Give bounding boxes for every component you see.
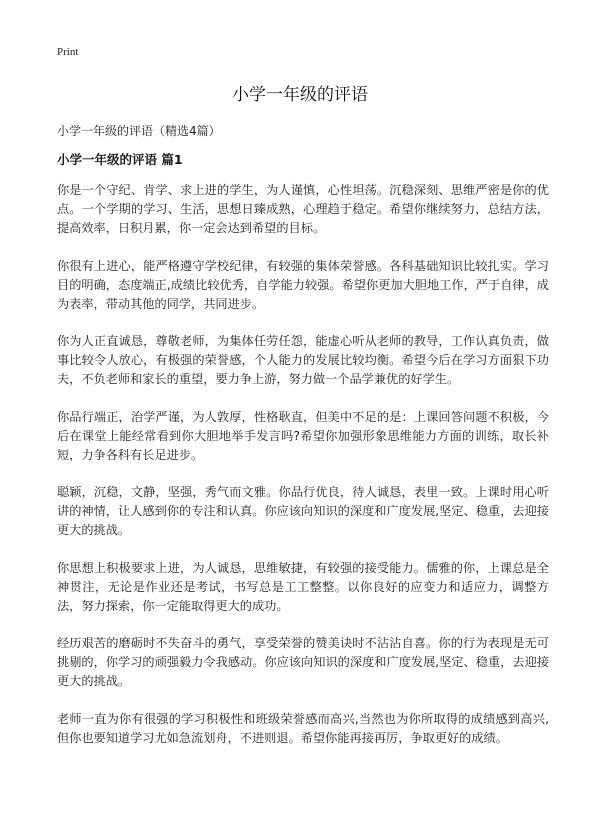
document-subtitle: 小学一年级的评语（精选4篇） bbox=[57, 124, 221, 138]
section-heading: 小学一年级的评语 篇1 bbox=[57, 152, 183, 167]
paragraph-1: 你是一个守纪、肯学、求上进的学生，为人谨慎，心性坦荡。沉稳深刻、思维严密是你的优点。一个学期的学习、生活，思想日臻成熟，心理趋于稳定。希望你继续努力，总结方法，提高效率，日积月累，你一定会达到希望的目标。 bbox=[57, 183, 549, 235]
document-title: 小学一年级的评语 bbox=[232, 85, 368, 105]
paragraph-4: 你品行端正，治学严谨，为人敦厚，性格耿直，但美中不足的是：上课回答问题不积极，今后在课堂上能经常看到你大胆地举手发言吗?希望你加强形象思维能力方面的训练，取长补短，力争各科有长足进步。 bbox=[57, 409, 549, 462]
print-label: Print bbox=[57, 46, 79, 58]
paragraph-5: 聪颖，沉稳，文静，坚强，秀气而文雅。你品行优良，待人诚恳，表里一致。上课时用心听讲的神情，让人感到你的专注和认真。你应该向知识的深度和广度发展,坚定、稳重，去迎接更大的挑战。 bbox=[57, 485, 549, 537]
paragraph-6: 你思想上积极要求上进，为人诚恳，思维敏捷，有较强的接受能力。儒雅的你，上课总是全神贯注，无论是作业还是考试，书写总是工工整整。以你良好的应变力和适应力，调整方法，努力探索，你一定能取得更大的成功。 bbox=[57, 560, 549, 613]
document-body bbox=[57, 181, 549, 766]
paragraph-3: 你为人正直诚恳，尊敬老师，为集体任劳任怨，能虚心听从老师的教导，工作认真负责，做事比较令人放心，有极强的荣誉感，个人能力的发展比较均衡。希望今后在学习方面狠下功夫，不负老师和家长的重望，要力争上游，努力做一个品学兼优的好学生。 bbox=[57, 334, 549, 386]
paragraph-8: 老师一直为你有很强的学习积极性和班级荣誉感而高兴,当然也为你所取得的成绩感到高兴,但你也要知道学习尤如急流划舟，不进则退。希望你能再接再厉，争取更好的成绩。 bbox=[57, 711, 549, 745]
paragraph-2: 你很有上进心，能严格遵守学校纪律，有较强的集体荣誉感。各科基础知识比较扎实。学习目的明确，态度端正,成绩比较优秀，自学能力较强。希望你更加大胆地工作，严于自律，成为表率，带动其他的同学，共同进步。 bbox=[57, 258, 549, 311]
paragraph-7: 经历艰苦的磨砺时不失奋斗的勇气，享受荣誉的赞美诀时不沾沾自喜。你的行为表现是无可挑剔的，你学习的顽强毅力令我感动。你应该向知识的深度和广度发展,坚定、稳重，去迎接更大的挑战。 bbox=[57, 636, 549, 688]
